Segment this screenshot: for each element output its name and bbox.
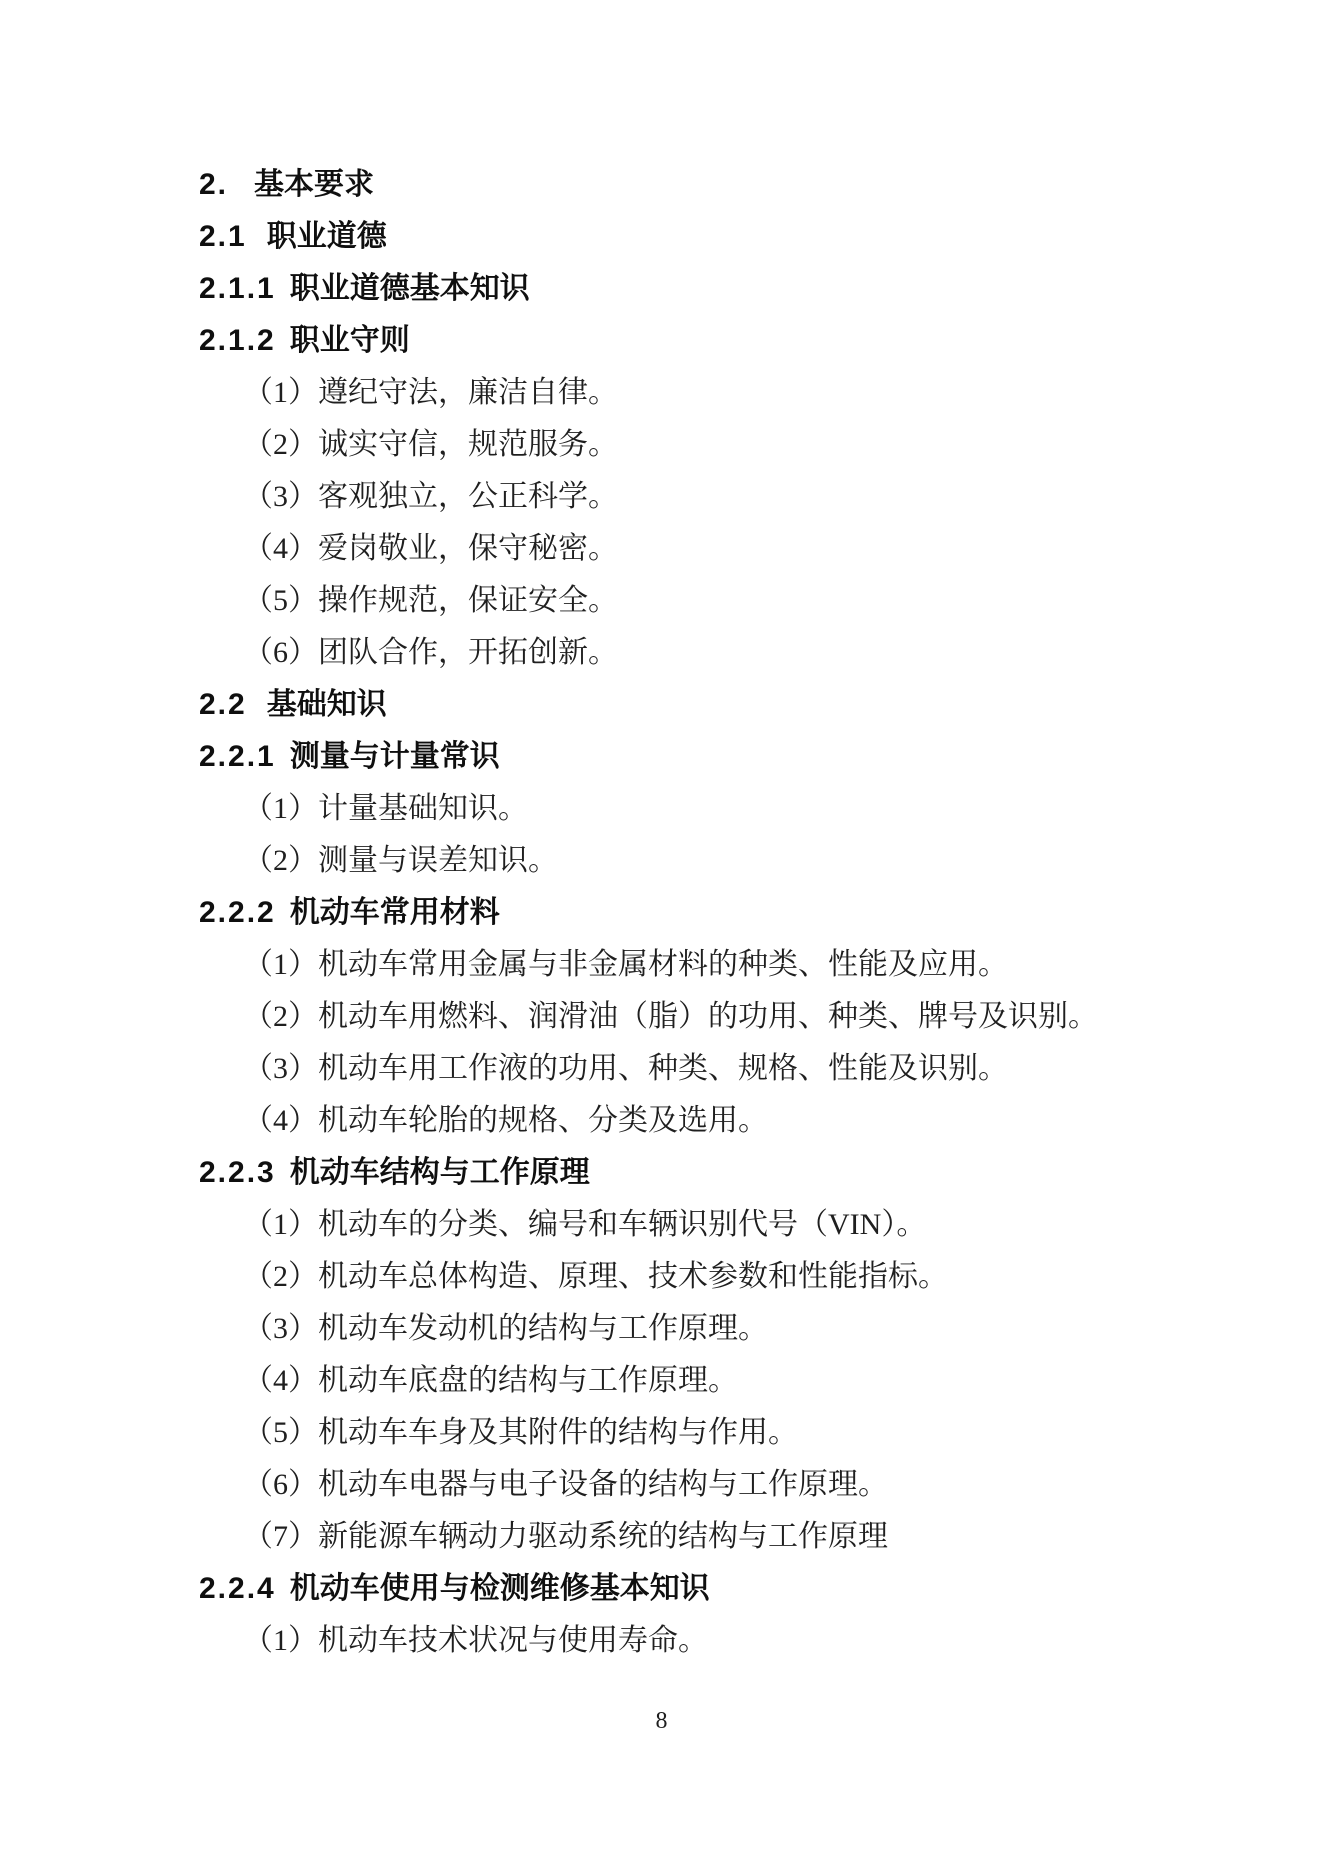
- section-title: 机动车结构与工作原理: [289, 1156, 590, 1189]
- list-item: （1）计量基础知识。: [243, 792, 528, 825]
- section-heading: [0, 315, 1323, 367]
- list-item: （5）机动车车身及其附件的结构与作用。: [243, 1416, 798, 1449]
- list-item: （1）机动车常用金属与非金属材料的种类、性能及应用。: [243, 948, 1008, 981]
- list-item: （1）机动车的分类、编号和车辆识别代号（VIN）。: [243, 1208, 927, 1241]
- list-item: （3）机动车用工作液的功用、种类、规格、性能及识别。: [243, 1052, 1008, 1085]
- section-number: 2.2: [199, 688, 247, 721]
- section-heading: [0, 1563, 1323, 1615]
- section-heading: [0, 731, 1323, 783]
- section-title: 职业道德: [266, 220, 387, 253]
- section-number: 2.1.1: [199, 272, 276, 305]
- section-heading: [0, 211, 1323, 263]
- list-item: （6）团队合作，开拓创新。: [243, 636, 618, 669]
- list-item: （2）机动车总体构造、原理、技术参数和性能指标。: [243, 1260, 948, 1293]
- list-item: （5）操作规范，保证安全。: [243, 584, 618, 617]
- list-item: （2）测量与误差知识。: [243, 844, 558, 877]
- section-title: 基础知识: [266, 688, 387, 721]
- list-item: （6）机动车电器与电子设备的结构与工作原理。: [243, 1468, 888, 1501]
- section-number: 2.2.3: [199, 1156, 276, 1189]
- section-number: 2.1.2: [199, 324, 276, 357]
- section-heading: [0, 159, 1323, 211]
- list-item: （7）新能源车辆动力驱动系统的结构与工作原理: [243, 1520, 888, 1553]
- section-number: 2.2.4: [199, 1572, 276, 1605]
- section-title: 职业守则: [289, 324, 410, 357]
- page-number: 8: [655, 1708, 668, 1734]
- list-item: （3）客观独立，公正科学。: [243, 480, 618, 513]
- section-title: 机动车常用材料: [289, 896, 500, 929]
- section-heading: [0, 263, 1323, 315]
- section-heading: [0, 1147, 1323, 1199]
- section-heading: [0, 887, 1323, 939]
- list-item: （4）爱岗敬业，保守秘密。: [243, 532, 618, 565]
- list-item: （2）诚实守信，规范服务。: [243, 428, 618, 461]
- list-item: （3）机动车发动机的结构与工作原理。: [243, 1312, 768, 1345]
- list-item: （1）遵纪守法，廉洁自律。: [243, 376, 618, 409]
- section-title: 职业道德基本知识: [289, 272, 530, 305]
- list-item: （4）机动车轮胎的规格、分类及选用。: [243, 1104, 768, 1137]
- section-number: 2.2.1: [199, 740, 276, 773]
- section-title: 基本要求: [254, 168, 375, 201]
- list-item: （2）机动车用燃料、润滑油（脂）的功用、种类、牌号及识别。: [243, 1000, 1098, 1033]
- section-number: 2.2.2: [199, 896, 276, 929]
- section-heading: [0, 679, 1323, 731]
- list-item: （4）机动车底盘的结构与工作原理。: [243, 1364, 738, 1397]
- section-title: 机动车使用与检测维修基本知识: [289, 1572, 710, 1605]
- section-title: 测量与计量常识: [289, 740, 500, 773]
- list-item: （1）机动车技术状况与使用寿命。: [243, 1624, 708, 1657]
- section-number: 2.: [199, 168, 229, 201]
- section-number: 2.1: [199, 220, 247, 253]
- document-body: [0, 159, 1323, 1667]
